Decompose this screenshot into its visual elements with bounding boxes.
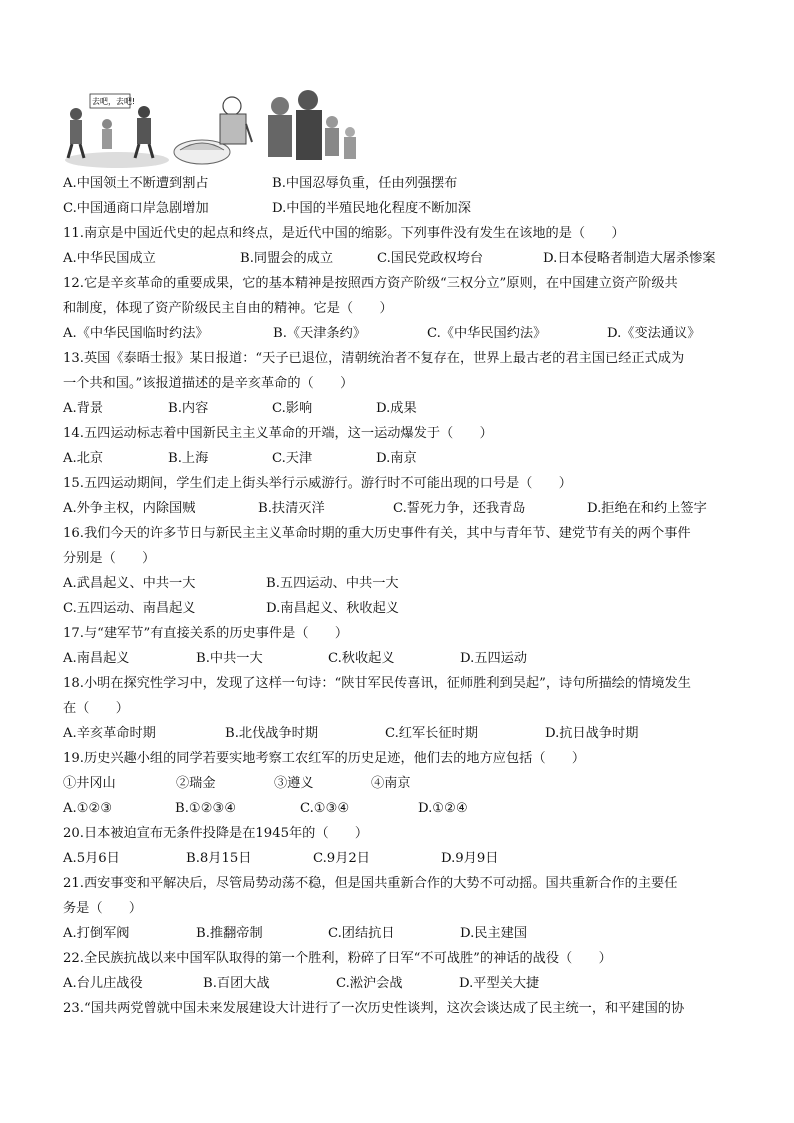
q21-option-d: D.民主建国 xyxy=(460,926,528,941)
q12-stem-line2: 和制度，体现了资产阶级民主自由的精神。它是（ ） xyxy=(63,301,393,316)
q15-option-b: B.扶清灭洋 xyxy=(258,501,325,516)
q11-option-d: D.日本侵略者制造大屠杀惨案 xyxy=(543,251,716,266)
q18-option-b: B.北伐战争时期 xyxy=(225,726,319,741)
q22-option-a: A.台儿庄战役 xyxy=(63,976,143,991)
q16-option-d: D.南昌起义、秋收起义 xyxy=(266,601,399,616)
q10-option-c: C.中国通商口岸急剧增加 xyxy=(63,201,209,216)
q12-option-a: A.《中华民国临时约法》 xyxy=(63,326,209,341)
q12-option-d: D.《变法通议》 xyxy=(607,326,701,341)
q16-option-c: C.五四运动、南昌起义 xyxy=(63,601,196,616)
speech-bubble-text: 去吧，去吧! xyxy=(92,97,136,106)
q20-option-d: D.9月9日 xyxy=(441,851,499,866)
q17-option-a: A.南昌起义 xyxy=(63,651,130,666)
q20-option-a: A.5月6日 xyxy=(63,851,120,866)
q18-stem-line2: 在（ ） xyxy=(63,701,129,716)
q19-item-4: ④南京 xyxy=(371,776,411,791)
q19-item-2: ②瑞金 xyxy=(176,776,216,791)
q10-option-d: D.中国的半殖民地化程度不断加深 xyxy=(272,201,471,216)
q14-stem: 14.五四运动标志着中国新民主主义革命的开端，这一运动爆发于（ ） xyxy=(63,426,493,441)
q11-option-c: C.国民党政权垮台 xyxy=(377,251,484,266)
q12-option-c: C.《中华民国约法》 xyxy=(427,326,547,341)
q19-option-b: B.①②③④ xyxy=(175,801,237,816)
q14-option-b: B.上海 xyxy=(168,451,209,466)
q17-stem: 17.与“建军节”有直接关系的历史事件是（ ） xyxy=(63,626,349,641)
q19-option-d: D.①②④ xyxy=(418,801,468,816)
q17-option-c: C.秋收起义 xyxy=(328,651,395,666)
q10-option-b: B.中国忍辱负重，任由列强摆布 xyxy=(272,176,458,191)
q11-option-b: B.同盟会的成立 xyxy=(240,251,334,266)
q23-stem-line1: 23.“国共两党曾就中国未来发展建设大计进行了一次历史性谈判，这次会谈达成了民主统一，和平建国的协 xyxy=(63,1001,685,1016)
q18-stem-line1: 18.小明在探究性学习中，发现了这样一句诗：“陕甘军民传喜讯，征师胜利到吴起”，诗句所描绘的情境发生 xyxy=(63,676,691,691)
q21-stem-line1: 21.西安事变和平解决后，尽管局势动荡不稳，但是国共重新合作的大势不可动摇。国共重新合作的主要任 xyxy=(63,876,678,891)
q19-item-1: ①井冈山 xyxy=(63,776,116,791)
q22-stem: 22.全民族抗战以来中国军队取得的第一个胜利，粉碎了日军“不可战胜”的神话的战役（ ） xyxy=(63,951,612,966)
q18-option-a: A.辛亥革命时期 xyxy=(63,726,156,741)
q15-stem: 15.五四运动期间，学生们走上街头举行示威游行。游行时不可能出现的口号是（ ） xyxy=(63,476,572,491)
q19-option-c: C.①③④ xyxy=(300,801,350,816)
q15-option-d: D.拒绝在和约上签字 xyxy=(587,501,707,516)
q15-option-a: A.外争主权，内除国贼 xyxy=(63,501,196,516)
q14-option-c: C.天津 xyxy=(272,451,313,466)
q19-stem: 19.历史兴趣小组的同学若要实地考察工农红军的历史足迹，他们去的地方应包括（ ） xyxy=(63,751,586,766)
q20-option-b: B.8月15日 xyxy=(186,851,252,866)
q16-stem-line1: 16.我们今天的许多节日与新民主主义革命时期的重大历史事件有关，其中与青年节、建党节有关的两个事件 xyxy=(63,526,691,541)
q19-item-3: ③遵义 xyxy=(274,776,314,791)
q19-option-a: A.①②③ xyxy=(63,801,113,816)
q14-option-a: A.北京 xyxy=(63,451,104,466)
q17-option-d: D.五四运动 xyxy=(460,651,528,666)
q13-stem-line1: 13.英国《泰晤士报》某日报道：“天子已退位，清朝统治者不复存在，世界上最古老的君主国已经正式成为 xyxy=(63,351,685,366)
q21-option-c: C.团结抗日 xyxy=(328,926,395,941)
q13-option-a: A.背景 xyxy=(63,401,104,416)
q22-option-d: D.平型关大捷 xyxy=(459,976,540,991)
q11-stem: 11.南京是中国近代史的起点和终点，是近代中国的缩影。下列事件没有发生在该地的是（ ） xyxy=(63,226,625,241)
q13-option-c: C.影响 xyxy=(272,401,313,416)
q18-option-c: C.红军长征时期 xyxy=(385,726,478,741)
q22-option-b: B.百团大战 xyxy=(203,976,270,991)
q11-option-a: A.中华民国成立 xyxy=(63,251,156,266)
q13-stem-line2: 一个共和国。”该报道描述的是辛亥革命的（ ） xyxy=(63,376,354,391)
q20-stem: 20.日本被迫宣布无条件投降是在1945年的（ ） xyxy=(63,826,369,841)
q16-option-a: A.武昌起义、中共一大 xyxy=(63,576,196,591)
q13-option-d: D.成果 xyxy=(376,401,417,416)
q12-option-b: B.《天津条约》 xyxy=(273,326,367,341)
q10-option-a: A.中国领土不断遭到割占 xyxy=(63,176,209,191)
q14-option-d: D.南京 xyxy=(376,451,417,466)
q16-option-b: B.五四运动、中共一大 xyxy=(266,576,399,591)
q15-option-c: C.誓死力争，还我青岛 xyxy=(393,501,526,516)
q18-option-d: D.抗日战争时期 xyxy=(545,726,639,741)
q17-option-b: B.中共一大 xyxy=(196,651,263,666)
q16-stem-line2: 分别是（ ） xyxy=(63,551,156,566)
q12-stem-line1: 12.它是辛亥革命的重要成果，它的基本精神是按照西方资产阶级“三权分立”原则，在中国建立资产阶级共 xyxy=(63,276,678,291)
q21-option-b: B.推翻帝制 xyxy=(196,926,263,941)
q21-option-a: A.打倒军阀 xyxy=(63,926,130,941)
q21-stem-line2: 务是（ ） xyxy=(63,901,143,916)
cartoon-illustration xyxy=(62,84,362,170)
q22-option-c: C.淞沪会战 xyxy=(336,976,403,991)
q13-option-b: B.内容 xyxy=(168,401,209,416)
q20-option-c: C.9月2日 xyxy=(313,851,370,866)
